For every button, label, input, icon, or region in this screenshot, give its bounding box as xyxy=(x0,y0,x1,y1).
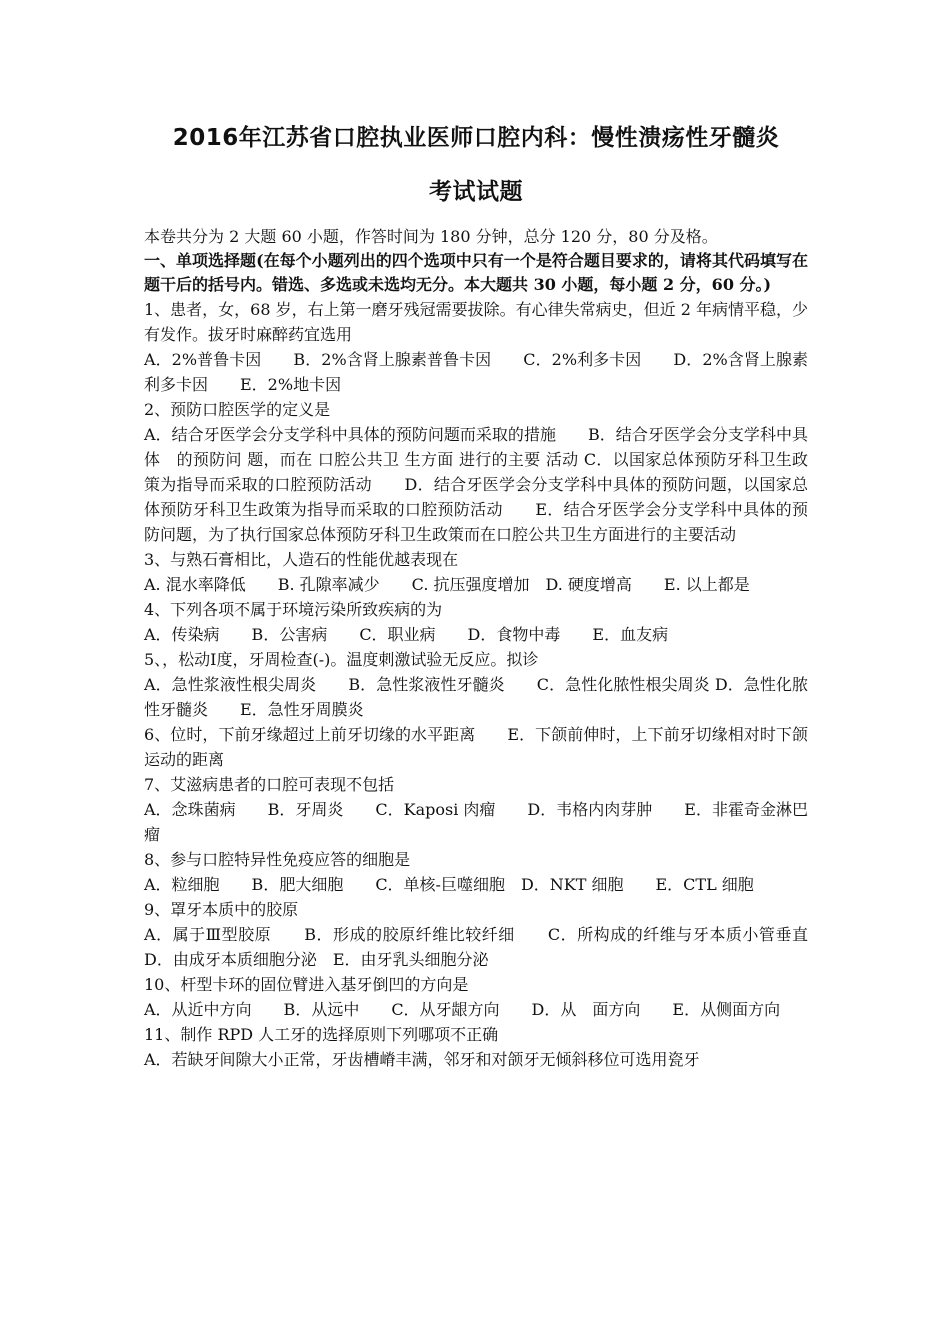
question-stem: 4、下列各项不属于环境污染所致疾病的为 xyxy=(144,600,443,619)
question-options: A．结合牙医学会分支学科中具体的预防问题而采取的措施 B．结合牙医学会分支学科中具体 的预防问 题，而在 口腔公共卫 生方面 进行的主要 活动 C．以国家总体预防牙科卫生政策为指导而采取的口腔预防活动 D．结合牙医学会分支学科中具体的预防问题，以国家总体预防牙科卫生政策为指导而采取的口腔预防活动 E．结合牙医学会分支学科中具体的预防问题，为了执行国家总体预防牙科卫生政策而在口腔公共卫生方面进行的主要活动 xyxy=(144,425,808,544)
exam-page xyxy=(144,112,841,1072)
question-stem: 10、杆型卡环的固位臂进入基牙倒凹的方向是 xyxy=(144,975,469,994)
question-stem: 6、位时，下前牙缘超过上前牙切缘的水平距离 E．下颌前伸时，上下前牙切缘相对时下颌运动的距离 xyxy=(144,725,808,769)
question-stem: 1、患者，女，68 岁，右上第一磨牙残冠需要拔除。有心律失常病史，但近 2 年病情平稳，少有发作。拔牙时麻醉药宜选用 xyxy=(144,300,808,344)
question-options: A．属于Ⅲ型胶原 B．形成的胶原纤维比较纤细 C．所构成的纤维与牙本质小管垂直 D．由成牙本质细胞分泌 E．由牙乳头细胞分泌 xyxy=(144,925,841,969)
question-3 xyxy=(144,547,808,597)
title-line-2: 考试试题 xyxy=(429,179,523,205)
question-stem: 8、参与口腔特异性免疫应答的细胞是 xyxy=(144,850,411,869)
question-options: A．若缺牙间隙大小正常，牙齿槽嵴丰满，邻牙和对颌牙无倾斜移位可选用瓷牙 xyxy=(144,1050,700,1069)
question-stem: 11、制作 RPD 人工牙的选择原则下列哪项不正确 xyxy=(144,1025,499,1044)
exam-intro: 本卷共分为 2 大题 60 小题，作答时间为 180 分钟，总分 120 分，80 分及格。 xyxy=(144,227,718,246)
question-stem: 2、预防口腔医学的定义是 xyxy=(144,400,331,419)
question-10 xyxy=(144,972,808,1022)
question-stem: 5、，松动Ⅰ度，牙周检查(-)。温度刺激试验无反应。拟诊 xyxy=(144,650,539,669)
question-options: A．念珠菌病 B．牙周炎 C．Kaposi 肉瘤 D．韦格内肉芽肿 E．非霍奇金淋巴瘤 xyxy=(144,800,808,844)
question-2 xyxy=(144,397,808,547)
title-line-1: 2016年江苏省口腔执业医师口腔内科：慢性溃疡性牙髓炎 xyxy=(172,125,780,151)
question-8 xyxy=(144,847,808,897)
question-options: A．急性浆液性根尖周炎 B．急性浆液性牙髓炎 C．急性化脓性根尖周炎 D．急性化脓性牙髓炎 E．急性牙周膜炎 xyxy=(144,675,808,719)
question-9 xyxy=(144,897,841,972)
question-options: A．传染病 B．公害病 C．职业病 D．食物中毒 E．血友病 xyxy=(144,625,669,644)
question-stem: 9、罩牙本质中的胶原 xyxy=(144,900,299,919)
question-11 xyxy=(144,1022,808,1072)
question-stem: 3、与熟石膏相比，人造石的性能优越表现在 xyxy=(144,550,459,569)
section-heading: 一、单项选择题(在每个小题列出的四个选项中只有一个是符合题目要求的，请将其代码填写在题干后的括号内。错选、多选或未选均无分。本大题共 30 小题，每小题 2 分，60 分。) xyxy=(144,251,808,294)
question-options: A. 混水率降低 B. 孔隙率减少 C. 抗压强度增加 D. 硬度增高 E. 以上都是 xyxy=(144,575,750,594)
question-options: A．粒细胞 B．肥大细胞 C．单核-巨噬细胞 D．NKT 细胞 E．CTL 细胞 xyxy=(144,875,754,894)
question-stem: 7、艾滋病患者的口腔可表现不包括 xyxy=(144,775,395,794)
question-7 xyxy=(144,772,808,847)
question-1 xyxy=(144,297,808,397)
question-options: A．2%普鲁卡因 B．2%含肾上腺素普鲁卡因 C．2%利多卡因 D．2%含肾上腺素利多卡因 E．2%地卡因 xyxy=(144,350,808,394)
question-5 xyxy=(144,647,808,722)
question-6 xyxy=(144,722,808,772)
question-4 xyxy=(144,597,808,647)
question-options: A．从近中方向 B．从远中 C．从牙龈方向 D．从 面方向 E．从侧面方向 xyxy=(144,1000,781,1019)
